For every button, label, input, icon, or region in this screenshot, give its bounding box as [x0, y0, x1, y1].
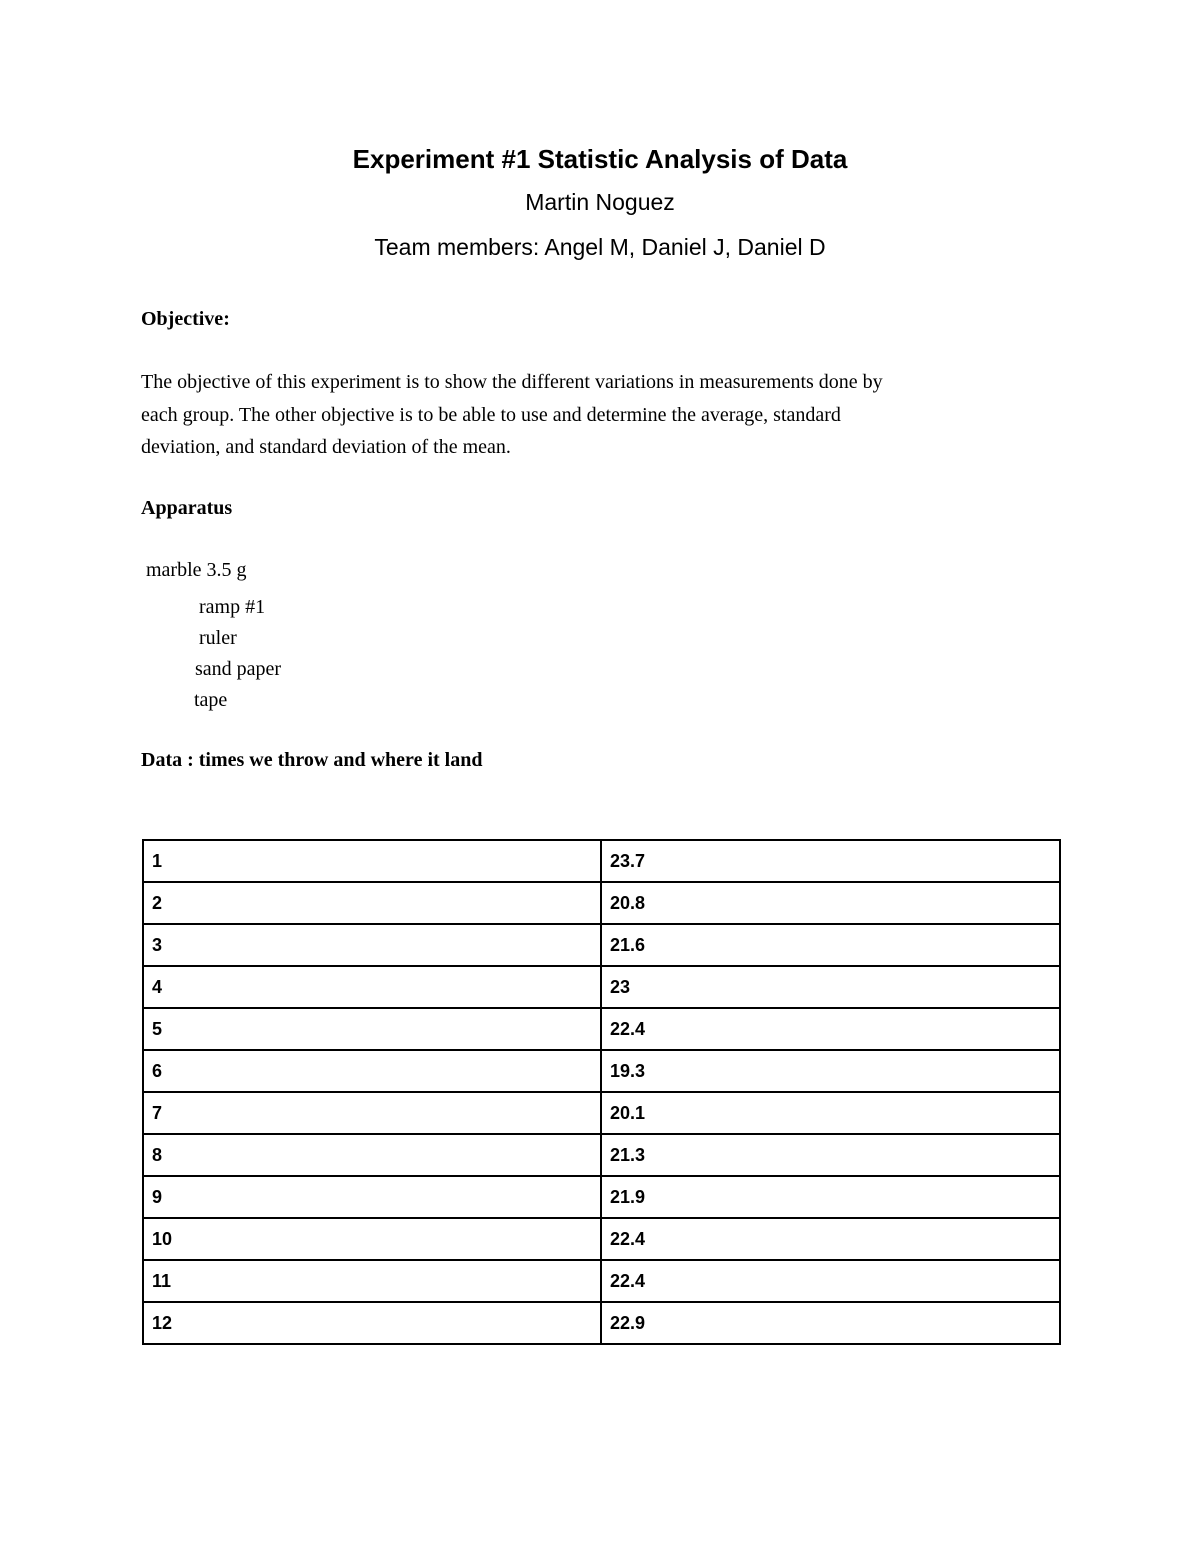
distance-cell: 22.4	[601, 1008, 1060, 1050]
trial-number-cell: 12	[143, 1302, 601, 1344]
data-table	[142, 839, 1061, 1345]
apparatus-item: sand paper	[195, 658, 282, 680]
table-row	[143, 1092, 1060, 1134]
table-row	[143, 966, 1060, 1008]
trial-number-cell: 8	[143, 1134, 601, 1176]
trial-number-cell: 5	[143, 1008, 601, 1050]
table-row	[143, 924, 1060, 966]
trial-number-cell: 10	[143, 1218, 601, 1260]
distance-cell: 23	[601, 966, 1060, 1008]
trial-number-cell: 4	[143, 966, 601, 1008]
table-row	[143, 1134, 1060, 1176]
distance-cell: 23.7	[601, 840, 1060, 882]
table-row	[143, 1260, 1060, 1302]
distance-cell: 21.6	[601, 924, 1060, 966]
apparatus-item: ruler	[199, 627, 237, 649]
distance-cell: 21.3	[601, 1134, 1060, 1176]
table-row	[143, 882, 1060, 924]
apparatus-item: tape	[194, 689, 228, 711]
trial-number-cell: 1	[143, 840, 601, 882]
document-title: Experiment #1 Statistic Analysis of Data	[352, 144, 848, 174]
trial-number-cell: 9	[143, 1176, 601, 1218]
trial-number-cell: 2	[143, 882, 601, 924]
distance-cell: 22.4	[601, 1218, 1060, 1260]
objective-heading: Objective:	[141, 308, 230, 330]
apparatus-item: ramp #1	[199, 596, 266, 618]
distance-cell: 19.3	[601, 1050, 1060, 1092]
objective-line: The objective of this experiment is to show the different variations in measurements done by	[141, 371, 883, 393]
data-heading: Data : times we throw and where it land	[141, 749, 483, 771]
table-row	[143, 1302, 1060, 1344]
table-row	[143, 840, 1060, 882]
distance-cell: 20.8	[601, 882, 1060, 924]
distance-cell: 22.9	[601, 1302, 1060, 1344]
apparatus-heading: Apparatus	[141, 497, 233, 519]
objective-line: deviation, and standard deviation of the mean.	[141, 436, 511, 458]
objective-line: each group. The other objective is to be able to use and determine the average, standard	[141, 403, 841, 426]
apparatus-item: marble 3.5 g	[146, 559, 247, 581]
distance-cell: 21.9	[601, 1176, 1060, 1218]
team-members: Team members: Angel M, Daniel J, Daniel D	[374, 234, 826, 260]
table-row	[143, 1008, 1060, 1050]
trial-number-cell: 3	[143, 924, 601, 966]
author-name: Martin Noguez	[525, 189, 675, 215]
table-row	[143, 1218, 1060, 1260]
distance-cell: 22.4	[601, 1260, 1060, 1302]
objective-paragraph	[141, 366, 1041, 464]
trial-number-cell: 7	[143, 1092, 601, 1134]
trial-number-cell: 6	[143, 1050, 601, 1092]
table-row	[143, 1050, 1060, 1092]
distance-cell: 20.1	[601, 1092, 1060, 1134]
trial-number-cell: 11	[143, 1260, 601, 1302]
table-row	[143, 1176, 1060, 1218]
